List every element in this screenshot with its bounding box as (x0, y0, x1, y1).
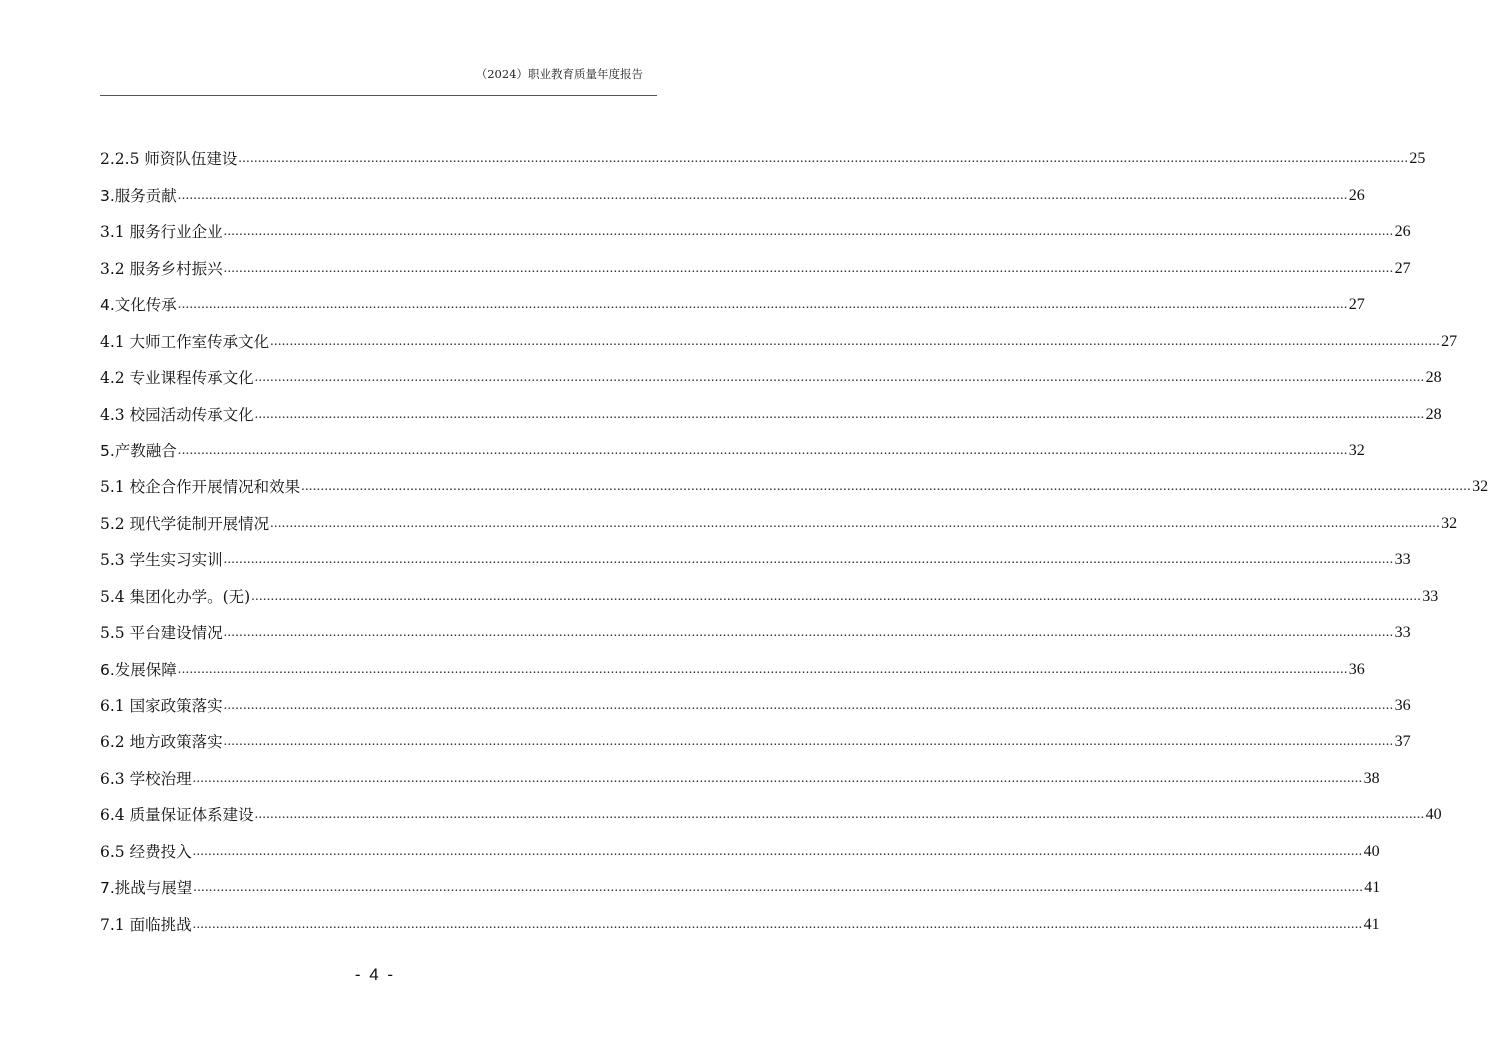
toc-dot-leader: ............................................................................................................................................................................................................................................................................................................ (193, 880, 1364, 896)
toc-entry[interactable] (100, 395, 1442, 431)
toc-entry-title: 7.挑战与展望 (100, 879, 193, 898)
table-of-contents (100, 140, 1488, 942)
toc-entry-page: 28 (1425, 369, 1442, 387)
toc-dot-leader: ............................................................................................................................................................................................................................................................................................................ (177, 297, 1348, 313)
toc-entry-page: 26 (1394, 223, 1411, 241)
toc-entry[interactable] (100, 650, 1365, 686)
toc-dot-leader: ............................................................................................................................................................................................................................................................................................................ (223, 224, 1394, 240)
toc-entry-title: 6.4 质量保证体系建设 (100, 806, 254, 825)
toc-entry[interactable] (100, 869, 1381, 905)
toc-dot-leader: ............................................................................................................................................................................................................................................................................................................ (251, 588, 1422, 604)
header-rule (100, 95, 657, 96)
toc-entry-title: 5.5 平台建设情况 (100, 624, 223, 643)
toc-entry-title: 2.2.5 师资队伍建设 (100, 150, 238, 169)
toc-entry-title: 5.1 校企合作开展情况和效果 (100, 478, 301, 497)
toc-entry[interactable] (100, 832, 1380, 868)
toc-entry[interactable] (100, 140, 1426, 176)
toc-entry-title: 5.产教融合 (100, 441, 177, 460)
toc-dot-leader: ............................................................................................................................................................................................................................................................................................................ (192, 916, 1363, 932)
toc-dot-leader: ............................................................................................................................................................................................................................................................................................................ (177, 661, 1348, 677)
toc-entry-title: 6.2 地方政策落实 (100, 733, 223, 752)
toc-dot-leader: ............................................................................................................................................................................................................................................................................................................ (223, 698, 1394, 713)
toc-entry-page: 28 (1425, 405, 1442, 423)
toc-entry-page: 37 (1394, 733, 1411, 751)
toc-entry-page: 32 (1441, 514, 1458, 532)
toc-dot-leader: ............................................................................................................................................................................................................................................................................................................ (192, 843, 1363, 859)
toc-entry-page: 33 (1394, 551, 1411, 569)
toc-entry-title: 5.3 学生实习实训 (100, 551, 223, 570)
toc-entry-page: 27 (1394, 259, 1411, 277)
toc-entry-title: 4.1 大师工作室传承文化 (100, 332, 270, 351)
toc-entry-page: 38 (1363, 769, 1380, 787)
toc-entry-page: 36 (1394, 697, 1411, 714)
toc-entry[interactable] (100, 796, 1442, 832)
toc-entry-page: 25 (1409, 150, 1426, 168)
toc-entry-page: 26 (1348, 186, 1365, 204)
toc-entry-title: 3.1 服务行业企业 (100, 223, 223, 242)
toc-entry-title: 4.文化传承 (100, 296, 177, 315)
toc-entry[interactable] (100, 286, 1365, 322)
toc-entry[interactable] (100, 905, 1380, 941)
toc-dot-leader: ............................................................................................................................................................................................................................................................................................................ (177, 442, 1348, 458)
toc-entry-title: 4.3 校园活动传承文化 (100, 405, 254, 424)
toc-dot-leader: ............................................................................................................................................................................................................................................................................................................ (223, 625, 1394, 641)
toc-entry-title: 5.4 集团化办学。(无) (100, 587, 251, 606)
toc-dot-leader: ............................................................................................................................................................................................................................................................................................................ (254, 406, 1425, 422)
toc-entry-page: 27 (1348, 296, 1365, 314)
toc-dot-leader: ............................................................................................................................................................................................................................................................................................................ (270, 515, 1441, 531)
toc-entry[interactable] (100, 504, 1458, 540)
toc-dot-leader: ............................................................................................................................................................................................................................................................................................................ (223, 260, 1394, 276)
toc-entry-page: 32 (1348, 441, 1365, 459)
toc-entry-title: 3.2 服务乡村振兴 (100, 259, 223, 278)
toc-entry[interactable] (100, 541, 1411, 577)
toc-entry[interactable] (100, 359, 1442, 395)
toc-dot-leader: ............................................................................................................................................................................................................................................................................................................ (223, 552, 1394, 568)
toc-entry[interactable] (100, 322, 1458, 358)
toc-entry-page: 33 (1422, 587, 1439, 605)
toc-entry[interactable] (100, 468, 1488, 504)
toc-dot-leader: ............................................................................................................................................................................................................................................................................................................ (270, 333, 1441, 349)
toc-entry[interactable] (100, 577, 1439, 613)
toc-entry[interactable] (100, 687, 1411, 723)
toc-entry-title: 6.1 国家政策落实 (100, 697, 223, 715)
toc-entry-page: 32 (1472, 478, 1488, 496)
toc-entry-page: 36 (1348, 660, 1365, 678)
toc-dot-leader: ............................................................................................................................................................................................................................................................................................................ (223, 734, 1394, 750)
toc-dot-leader: ............................................................................................................................................................................................................................................................................................................ (254, 807, 1425, 823)
toc-entry-title: 6.3 学校治理 (100, 769, 192, 788)
toc-entry[interactable] (100, 176, 1365, 212)
page-number: - 4 - (354, 965, 396, 984)
toc-dot-leader: ............................................................................................................................................................................................................................................................................................................ (177, 187, 1348, 203)
toc-entry-title: 5.2 现代学徒制开展情况 (100, 514, 270, 533)
toc-entry[interactable] (100, 249, 1411, 285)
toc-entry-title: 6.发展保障 (100, 660, 177, 679)
toc-entry[interactable] (100, 759, 1380, 795)
toc-entry-page: 41 (1364, 879, 1381, 897)
toc-entry[interactable] (100, 614, 1411, 650)
toc-entry[interactable] (100, 432, 1365, 468)
toc-entry-title: 3.服务贡献 (100, 186, 177, 205)
toc-entry-title: 7.1 面临挑战 (100, 915, 192, 934)
toc-entry[interactable] (100, 213, 1411, 249)
toc-entry-page: 27 (1441, 332, 1458, 350)
toc-entry-title: 6.5 经费投入 (100, 842, 192, 861)
toc-dot-leader: ............................................................................................................................................................................................................................................................................................................ (254, 370, 1425, 386)
toc-dot-leader: ............................................................................................................................................................................................................................................................................................................ (192, 770, 1363, 786)
toc-entry-page: 41 (1363, 915, 1380, 933)
toc-entry-page: 33 (1394, 624, 1411, 642)
toc-entry-page: 40 (1363, 842, 1380, 860)
toc-dot-leader: ............................................................................................................................................................................................................................................................................................................ (238, 151, 1409, 167)
toc-dot-leader: ............................................................................................................................................................................................................................................................................................................ (301, 479, 1472, 495)
toc-entry-title: 4.2 专业课程传承文化 (100, 369, 254, 388)
toc-entry[interactable] (100, 723, 1411, 759)
running-header: （2024）职业教育质量年度报告 (475, 67, 643, 81)
toc-entry-page: 40 (1425, 806, 1442, 824)
